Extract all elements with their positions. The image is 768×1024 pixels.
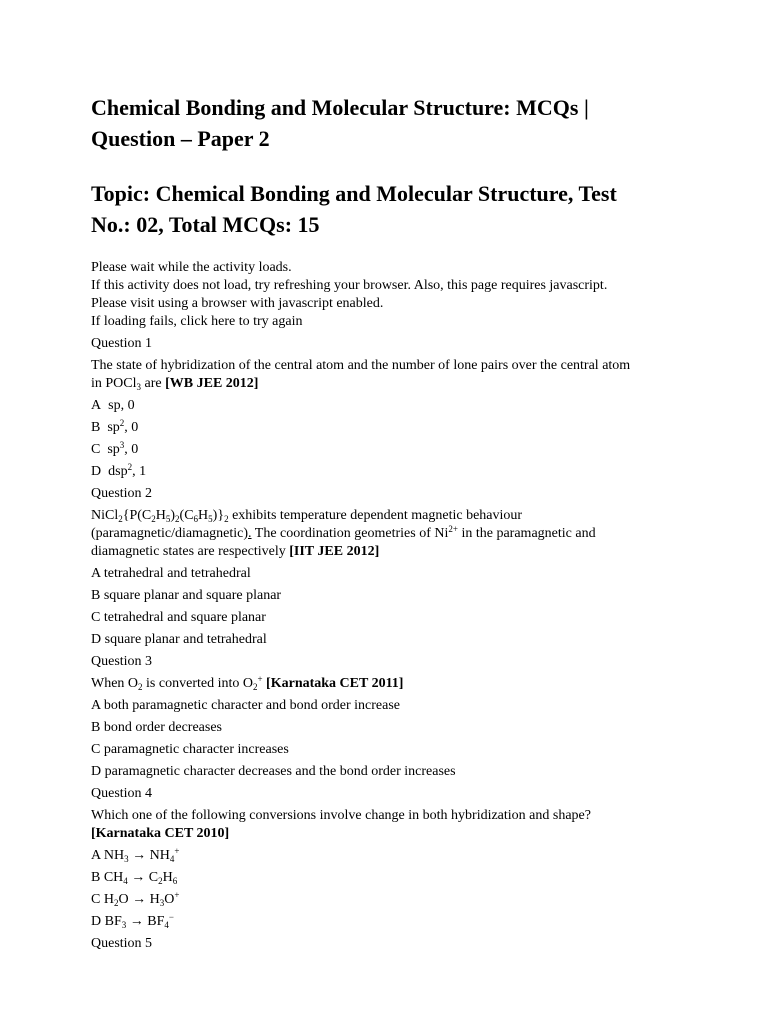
document-content — [91, 92, 691, 957]
notice-line-3: Please visit using a browser with javascript enabled. — [91, 296, 384, 311]
question-2-stem-line-1: $NiCl_2\{P(C_2H_5)_2(C_6H_5)\}_2$ exhibits temperature dependent magnetic behaviour — [91, 508, 523, 524]
q4-option-d[interactable]: D $BF_3 \to BF_4^-$ — [91, 912, 174, 930]
notice-line-1: Please wait while the activity loads. — [91, 260, 292, 275]
q1-option-b[interactable]: B $sp^2$, 0 — [91, 418, 139, 435]
q1-option-a[interactable]: A sp, 0 — [91, 398, 135, 413]
topic-heading — [91, 178, 691, 240]
question-2-label: Question 2 — [91, 486, 153, 501]
q4-option-a[interactable]: A $NH_3 \to NH_4^+$ — [91, 846, 180, 864]
q1-option-c[interactable]: C $sp^3$, 0 — [91, 440, 139, 457]
question-3-source: [Karnataka CET 2011] — [266, 676, 404, 691]
question-2-stem — [91, 507, 691, 561]
title-line-1: Chemical Bonding and Molecular Structure: MCQs | — [91, 95, 589, 120]
topic-line-2: No.: 02, Total MCQs: 15 — [91, 212, 320, 237]
q3-option-b[interactable]: B bond order decreases — [91, 720, 223, 735]
page-title — [91, 92, 691, 154]
q3-option-c[interactable]: C paramagnetic character increases — [91, 742, 289, 757]
question-2-stem-line-2: (paramagnetic/diamagnetic). The coordination geometries of $Ni^{2+}$ in the paramagnetic and — [91, 524, 596, 541]
question-3-stem: When $O_2$ is converted into $O_2^+$ [Karnataka CET 2011] — [91, 674, 404, 692]
question-1-stem-line-2: in POCl$_3$ are [WB JEE 2012] — [91, 376, 259, 392]
question-4-label: Question 4 — [91, 786, 153, 801]
topic-line-1: Topic: Chemical Bonding and Molecular Structure, Test — [91, 181, 617, 206]
q2-option-d[interactable]: D square planar and tetrahedral — [91, 632, 267, 647]
title-line-2: Question – Paper 2 — [91, 126, 270, 151]
q2-option-a[interactable]: A tetrahedral and tetrahedral — [91, 566, 251, 581]
q3-option-d[interactable]: D paramagnetic character decreases and the bond order increases — [91, 764, 456, 779]
loading-notice — [91, 259, 691, 331]
question-2-source: [IIT JEE 2012] — [289, 544, 380, 559]
question-4-stem — [91, 807, 691, 843]
question-2-stem-line-3: diamagnetic states are respectively [IIT JEE 2012] — [91, 544, 380, 559]
question-1-stem-line-1: The state of hybridization of the central atom and the number of lone pairs over the central atom — [91, 358, 631, 373]
q4-option-b[interactable]: B $CH_4 \to C_2H_6$ — [91, 870, 178, 886]
question-1-label: Question 1 — [91, 336, 153, 351]
retry-link[interactable]: If loading fails, click here to try again — [91, 314, 303, 329]
q3-option-a[interactable]: A both paramagnetic character and bond order increase — [91, 698, 401, 713]
q4-option-c[interactable]: C $H_2O \to H_3O^+$ — [91, 890, 180, 908]
notice-line-2: If this activity does not load, try refreshing your browser. Also, this page requires javascript. — [91, 278, 608, 293]
question-5-label: Question 5 — [91, 936, 153, 951]
question-3-label: Question 3 — [91, 654, 153, 669]
question-1-stem — [91, 357, 691, 393]
q2-option-c[interactable]: C tetrahedral and square planar — [91, 610, 266, 625]
q2-option-b[interactable]: B square planar and square planar — [91, 588, 282, 603]
question-1-source: [WB JEE 2012] — [165, 376, 259, 391]
q1-option-d[interactable]: D dsp$^2$, 1 — [91, 462, 147, 479]
question-4-stem-line-1: Which one of the following conversions involve change in both hybridization and shape? — [91, 808, 591, 823]
question-4-source: [Karnataka CET 2010] — [91, 826, 230, 841]
